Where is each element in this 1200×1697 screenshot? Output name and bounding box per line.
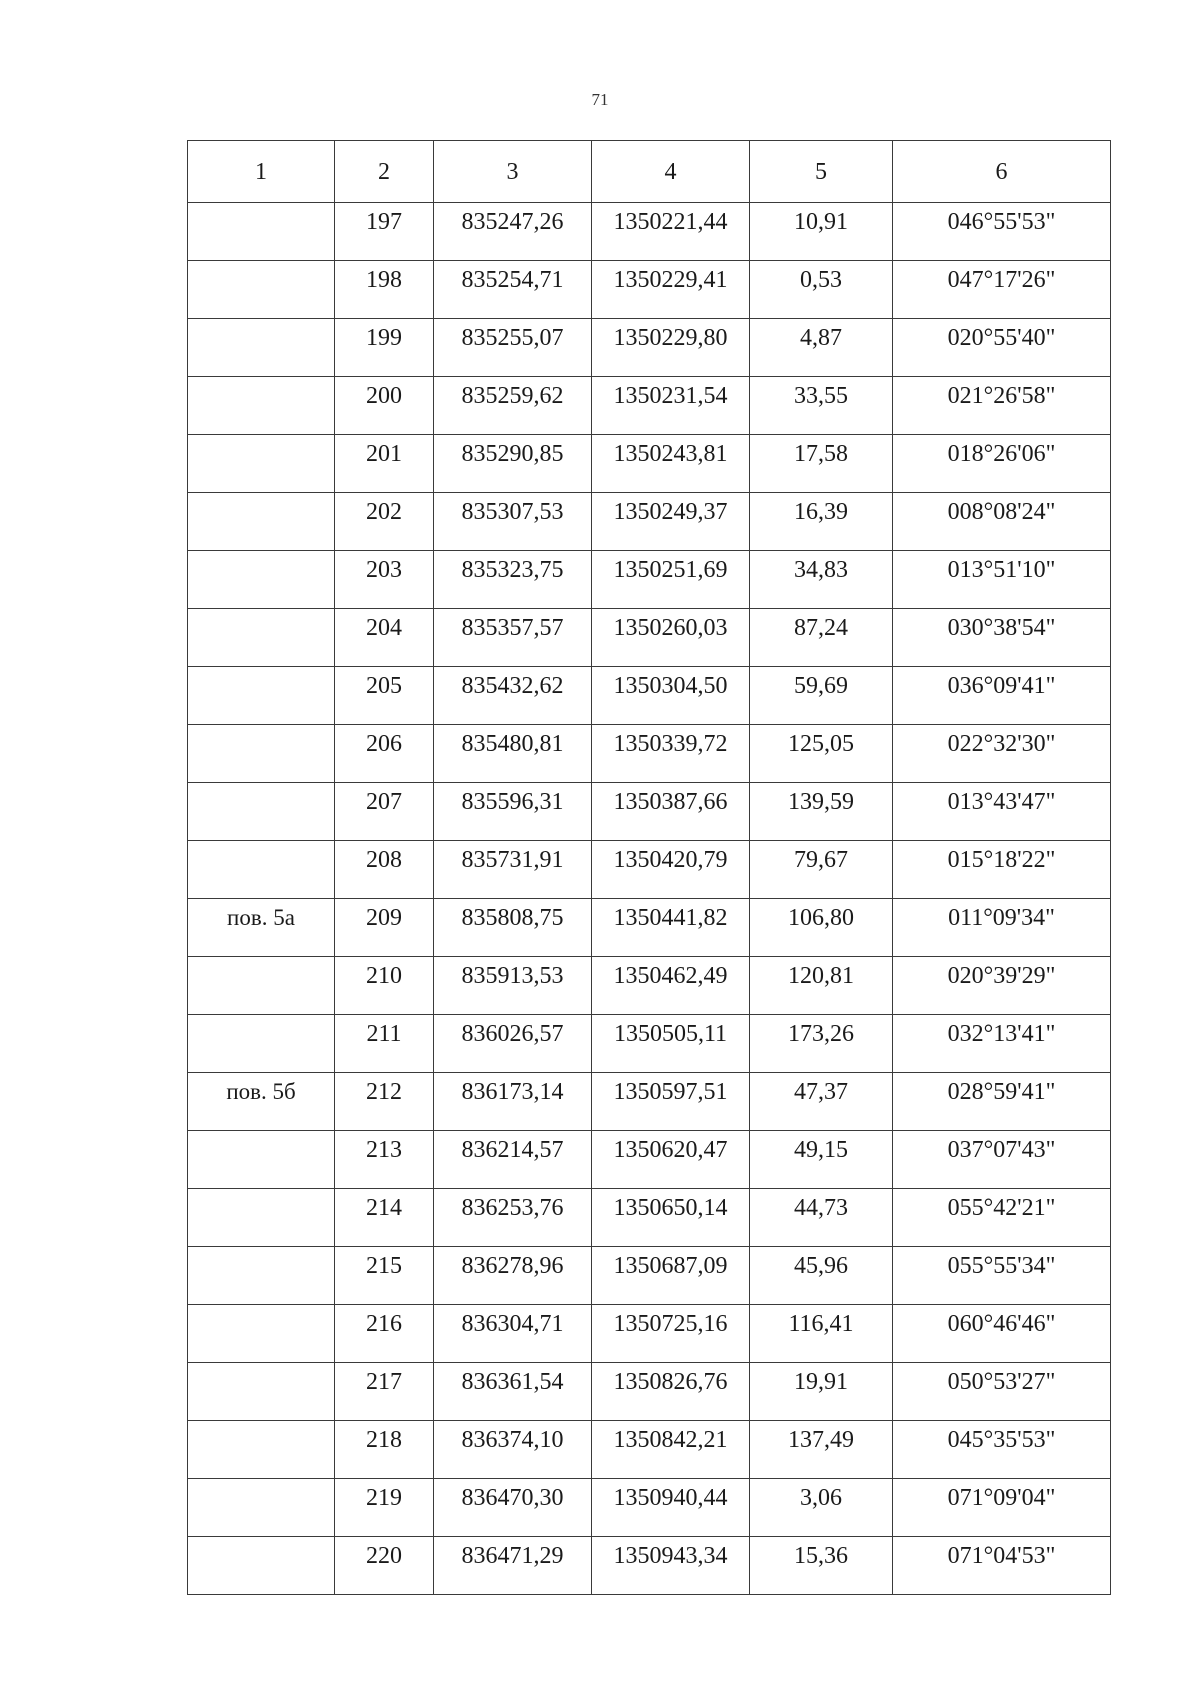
- x-coordinate-cell: 836173,14: [434, 1073, 592, 1131]
- distance-cell: 15,36: [750, 1537, 893, 1595]
- y-coordinate-cell: 1350943,34: [592, 1537, 750, 1595]
- table-row: [188, 493, 1111, 551]
- distance-cell: 139,59: [750, 783, 893, 841]
- region-label-cell: [188, 609, 335, 667]
- point-number-cell: 200: [335, 377, 434, 435]
- column-header-2: 2: [335, 141, 434, 203]
- y-coordinate-cell: 1350597,51: [592, 1073, 750, 1131]
- region-label-cell: [188, 203, 335, 261]
- direction-angle-cell: 018°26'06": [893, 435, 1111, 493]
- direction-angle-cell: 020°39'29": [893, 957, 1111, 1015]
- table-row: [188, 725, 1111, 783]
- x-coordinate-cell: 836253,76: [434, 1189, 592, 1247]
- point-number-cell: 215: [335, 1247, 434, 1305]
- x-coordinate-cell: 836278,96: [434, 1247, 592, 1305]
- point-number-cell: 220: [335, 1537, 434, 1595]
- x-coordinate-cell: 835323,75: [434, 551, 592, 609]
- column-header-6: 6: [893, 141, 1111, 203]
- direction-angle-cell: 011°09'34": [893, 899, 1111, 957]
- y-coordinate-cell: 1350229,41: [592, 261, 750, 319]
- table-row: [188, 957, 1111, 1015]
- y-coordinate-cell: 1350725,16: [592, 1305, 750, 1363]
- table-row: [188, 203, 1111, 261]
- region-label-cell: [188, 841, 335, 899]
- y-coordinate-cell: 1350420,79: [592, 841, 750, 899]
- distance-cell: 87,24: [750, 609, 893, 667]
- table-row: [188, 1537, 1111, 1595]
- y-coordinate-cell: 1350940,44: [592, 1479, 750, 1537]
- direction-angle-cell: 037°07'43": [893, 1131, 1111, 1189]
- distance-cell: 16,39: [750, 493, 893, 551]
- y-coordinate-cell: 1350387,66: [592, 783, 750, 841]
- table-row: [188, 319, 1111, 377]
- point-number-cell: 210: [335, 957, 434, 1015]
- x-coordinate-cell: 835290,85: [434, 435, 592, 493]
- x-coordinate-cell: 836026,57: [434, 1015, 592, 1073]
- y-coordinate-cell: 1350505,11: [592, 1015, 750, 1073]
- direction-angle-cell: 060°46'46": [893, 1305, 1111, 1363]
- table-row: [188, 609, 1111, 667]
- table-row: [188, 377, 1111, 435]
- distance-cell: 33,55: [750, 377, 893, 435]
- distance-cell: 44,73: [750, 1189, 893, 1247]
- direction-angle-cell: 050°53'27": [893, 1363, 1111, 1421]
- table-row: [188, 1247, 1111, 1305]
- region-label-cell: [188, 1131, 335, 1189]
- x-coordinate-cell: 836361,54: [434, 1363, 592, 1421]
- distance-cell: 79,67: [750, 841, 893, 899]
- y-coordinate-cell: 1350842,21: [592, 1421, 750, 1479]
- table-body: [188, 203, 1111, 1595]
- table-row: [188, 261, 1111, 319]
- distance-cell: 17,58: [750, 435, 893, 493]
- table-row: [188, 1073, 1111, 1131]
- region-label-cell: [188, 1305, 335, 1363]
- y-coordinate-cell: 1350251,69: [592, 551, 750, 609]
- x-coordinate-cell: 835913,53: [434, 957, 592, 1015]
- y-coordinate-cell: 1350687,09: [592, 1247, 750, 1305]
- point-number-cell: 213: [335, 1131, 434, 1189]
- direction-angle-cell: 071°09'04": [893, 1479, 1111, 1537]
- direction-angle-cell: 022°32'30": [893, 725, 1111, 783]
- x-coordinate-cell: 835259,62: [434, 377, 592, 435]
- column-header-1: 1: [188, 141, 335, 203]
- point-number-cell: 214: [335, 1189, 434, 1247]
- table-row: [188, 435, 1111, 493]
- point-number-cell: 203: [335, 551, 434, 609]
- table-row: [188, 1421, 1111, 1479]
- region-label-cell: [188, 783, 335, 841]
- point-number-cell: 208: [335, 841, 434, 899]
- x-coordinate-cell: 835254,71: [434, 261, 592, 319]
- direction-angle-cell: 013°51'10": [893, 551, 1111, 609]
- table-row: [188, 551, 1111, 609]
- point-number-cell: 209: [335, 899, 434, 957]
- x-coordinate-cell: 835808,75: [434, 899, 592, 957]
- direction-angle-cell: 013°43'47": [893, 783, 1111, 841]
- distance-cell: 49,15: [750, 1131, 893, 1189]
- x-coordinate-cell: 836214,57: [434, 1131, 592, 1189]
- x-coordinate-cell: 835731,91: [434, 841, 592, 899]
- x-coordinate-cell: 836470,30: [434, 1479, 592, 1537]
- table-row: [188, 1305, 1111, 1363]
- point-number-cell: 201: [335, 435, 434, 493]
- x-coordinate-cell: 835255,07: [434, 319, 592, 377]
- direction-angle-cell: 046°55'53": [893, 203, 1111, 261]
- distance-cell: 3,06: [750, 1479, 893, 1537]
- region-label-cell: [188, 319, 335, 377]
- distance-cell: 125,05: [750, 725, 893, 783]
- table-row: [188, 1363, 1111, 1421]
- table-row: [188, 841, 1111, 899]
- region-label-cell: [188, 493, 335, 551]
- x-coordinate-cell: 835247,26: [434, 203, 592, 261]
- x-coordinate-cell: 835307,53: [434, 493, 592, 551]
- table-header: [188, 141, 1111, 203]
- direction-angle-cell: 047°17'26": [893, 261, 1111, 319]
- point-number-cell: 211: [335, 1015, 434, 1073]
- region-label-cell: [188, 551, 335, 609]
- direction-angle-cell: 032°13'41": [893, 1015, 1111, 1073]
- direction-angle-cell: 015°18'22": [893, 841, 1111, 899]
- distance-cell: 59,69: [750, 667, 893, 725]
- region-label-cell: [188, 957, 335, 1015]
- point-number-cell: 202: [335, 493, 434, 551]
- y-coordinate-cell: 1350462,49: [592, 957, 750, 1015]
- y-coordinate-cell: 1350339,72: [592, 725, 750, 783]
- y-coordinate-cell: 1350826,76: [592, 1363, 750, 1421]
- distance-cell: 47,37: [750, 1073, 893, 1131]
- region-label-cell: [188, 1537, 335, 1595]
- region-label-cell: [188, 1479, 335, 1537]
- point-number-cell: 217: [335, 1363, 434, 1421]
- x-coordinate-cell: 835480,81: [434, 725, 592, 783]
- column-header-4: 4: [592, 141, 750, 203]
- y-coordinate-cell: 1350304,50: [592, 667, 750, 725]
- table-row: [188, 1015, 1111, 1073]
- x-coordinate-cell: 835432,62: [434, 667, 592, 725]
- point-number-cell: 206: [335, 725, 434, 783]
- y-coordinate-cell: 1350221,44: [592, 203, 750, 261]
- point-number-cell: 197: [335, 203, 434, 261]
- point-number-cell: 207: [335, 783, 434, 841]
- point-number-cell: 212: [335, 1073, 434, 1131]
- region-label-cell: пов. 5б: [188, 1073, 335, 1131]
- region-label-cell: [188, 377, 335, 435]
- point-number-cell: 219: [335, 1479, 434, 1537]
- direction-angle-cell: 071°04'53": [893, 1537, 1111, 1595]
- x-coordinate-cell: 835596,31: [434, 783, 592, 841]
- distance-cell: 120,81: [750, 957, 893, 1015]
- table-row: [188, 899, 1111, 957]
- region-label-cell: [188, 1015, 335, 1073]
- table-row: [188, 1131, 1111, 1189]
- direction-angle-cell: 036°09'41": [893, 667, 1111, 725]
- point-number-cell: 205: [335, 667, 434, 725]
- distance-cell: 106,80: [750, 899, 893, 957]
- distance-cell: 45,96: [750, 1247, 893, 1305]
- y-coordinate-cell: 1350441,82: [592, 899, 750, 957]
- direction-angle-cell: 030°38'54": [893, 609, 1111, 667]
- region-label-cell: [188, 725, 335, 783]
- x-coordinate-cell: 836471,29: [434, 1537, 592, 1595]
- direction-angle-cell: 055°42'21": [893, 1189, 1111, 1247]
- y-coordinate-cell: 1350243,81: [592, 435, 750, 493]
- y-coordinate-cell: 1350249,37: [592, 493, 750, 551]
- distance-cell: 10,91: [750, 203, 893, 261]
- point-number-cell: 199: [335, 319, 434, 377]
- y-coordinate-cell: 1350229,80: [592, 319, 750, 377]
- table-row: [188, 783, 1111, 841]
- distance-cell: 34,83: [750, 551, 893, 609]
- point-number-cell: 216: [335, 1305, 434, 1363]
- direction-angle-cell: 045°35'53": [893, 1421, 1111, 1479]
- region-label-cell: пов. 5а: [188, 899, 335, 957]
- distance-cell: 0,53: [750, 261, 893, 319]
- region-label-cell: [188, 1189, 335, 1247]
- direction-angle-cell: 021°26'58": [893, 377, 1111, 435]
- y-coordinate-cell: 1350650,14: [592, 1189, 750, 1247]
- x-coordinate-cell: 836374,10: [434, 1421, 592, 1479]
- point-number-cell: 198: [335, 261, 434, 319]
- region-label-cell: [188, 667, 335, 725]
- region-label-cell: [188, 1247, 335, 1305]
- region-label-cell: [188, 1421, 335, 1479]
- header-row: [188, 141, 1111, 203]
- direction-angle-cell: 008°08'24": [893, 493, 1111, 551]
- table-row: [188, 1189, 1111, 1247]
- y-coordinate-cell: 1350620,47: [592, 1131, 750, 1189]
- page-number: 71: [591, 90, 609, 109]
- direction-angle-cell: 055°55'34": [893, 1247, 1111, 1305]
- y-coordinate-cell: 1350231,54: [592, 377, 750, 435]
- table-row: [188, 667, 1111, 725]
- point-number-cell: 204: [335, 609, 434, 667]
- table-row: [188, 1479, 1111, 1537]
- x-coordinate-cell: 836304,71: [434, 1305, 592, 1363]
- region-label-cell: [188, 261, 335, 319]
- region-label-cell: [188, 1363, 335, 1421]
- x-coordinate-cell: 835357,57: [434, 609, 592, 667]
- column-header-5: 5: [750, 141, 893, 203]
- distance-cell: 173,26: [750, 1015, 893, 1073]
- distance-cell: 116,41: [750, 1305, 893, 1363]
- region-label-cell: [188, 435, 335, 493]
- y-coordinate-cell: 1350260,03: [592, 609, 750, 667]
- direction-angle-cell: 028°59'41": [893, 1073, 1111, 1131]
- direction-angle-cell: 020°55'40": [893, 319, 1111, 377]
- column-header-3: 3: [434, 141, 592, 203]
- distance-cell: 137,49: [750, 1421, 893, 1479]
- distance-cell: 19,91: [750, 1363, 893, 1421]
- point-number-cell: 218: [335, 1421, 434, 1479]
- distance-cell: 4,87: [750, 319, 893, 377]
- coordinates-table: [187, 140, 1111, 1595]
